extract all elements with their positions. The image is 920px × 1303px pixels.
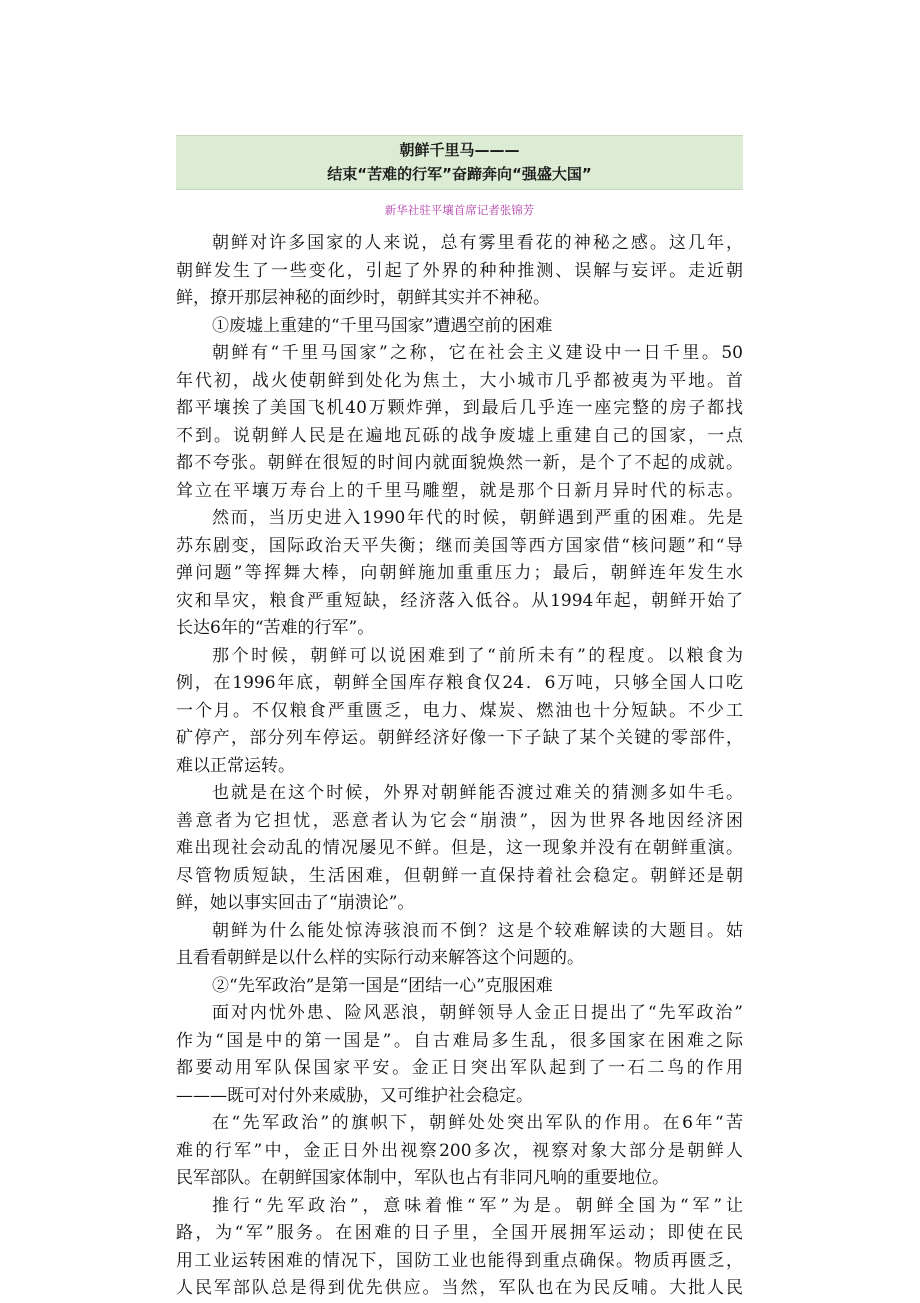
article-line: 面对内忧外患、险风恶浪，朝鲜领导人金正日提出了“先军政治” (212, 1003, 743, 1023)
article-line: 年代初，战火使朝鲜到处化为焦土，大小城市几乎都被夷为平地。首 (176, 370, 743, 391)
article-line: 不到。说朝鲜人民是在遍地瓦砾的战争废墟上重建自己的国家，一点 (176, 425, 743, 446)
article-line: 耸立在平壤万寿台上的千里马雕塑，就是那个日新月异时代的标志。 (176, 480, 743, 501)
article-line: 灾和旱灾，粮食严重短缺，经济落入低谷。从1994年起，朝鲜开始了 (176, 590, 743, 611)
article-line: 都平壤挨了美国飞机40万颗炸弹，到最后几乎连一座完整的房子都找 (176, 398, 743, 418)
article-line: 例，在1996年底，朝鲜全国库存粮食仅24．6万吨，只够全国人口吃 (176, 673, 743, 693)
article-line: 一个月。不仅粮食严重匮乏，电力、煤炭、燃油也十分短缺。不少工 (176, 700, 743, 721)
article-line: 也就是在这个时候，外界对朝鲜能否渡过难关的猜测多如牛毛。 (212, 783, 743, 803)
article-line: 然而，当历史进入1990年代的时候，朝鲜遇到严重的困难。先是 (212, 508, 743, 528)
article-line: 善意者为它担忧，恶意者认为它会“崩溃”，因为世界各地因经济困 (176, 810, 743, 831)
article-line: 朝鲜对许多国家的人来说，总有雾里看花的神秘之感。这几年， (212, 233, 743, 253)
article-line: 朝鲜有“千里马国家”之称，它在社会主义建设中一日千里。50 (212, 343, 743, 363)
article-line: 苏东剧变，国际政治天平失衡；继而美国等西方国家借“核问题”和“导 (176, 535, 743, 556)
article-title: 朝鲜千里马——— (399, 141, 520, 159)
article-line: 鲜，她以事实回击了“崩溃论”。 (176, 893, 415, 913)
article-line: ①废墟上重建的“千里马国家”遭遇空前的困难 (212, 315, 553, 336)
article-line: 朝鲜发生了一些变化，引起了外界的种种推测、误解与妄评。走近朝 (176, 260, 743, 281)
article-line: 难以正常运转。 (176, 755, 295, 776)
article-line: ———既可对付外来威胁，又可维护社会稳定。 (176, 1085, 533, 1106)
article-line: 鲜，撩开那层神秘的面纱时，朝鲜其实并不神秘。 (176, 288, 550, 308)
article-line: 长达6年的“苦难的行军”。 (176, 618, 375, 638)
article-line: 路，为“军”服务。在困难的日子里，全国开展拥军运动；即使在民 (176, 1223, 743, 1243)
article-line: 难出现社会动乱的情况屡见不鲜。但是，这一现象并没有在朝鲜重演。 (176, 838, 743, 858)
article-line: 在“先军政治”的旗帜下，朝鲜处处突出军队的作用。在6年“苦 (212, 1113, 743, 1133)
article-line: 推行“先军政治”，意味着惟“军”为是。朝鲜全国为“军”让 (212, 1195, 743, 1216)
article-line: 民军部队。在朝鲜国家体制中，军队也占有非同凡响的重要地位。 (176, 1168, 669, 1188)
article-line: 弹问题”等挥舞大棒，向朝鲜施加重重压力；最后，朝鲜连年发生水 (176, 563, 743, 583)
article-body (176, 230, 743, 1303)
article-line: 且看看朝鲜是以什么样的实际行动来解答这个问题的。 (176, 948, 584, 968)
article-line: 尽管物质短缺，生活困难，但朝鲜一直保持着社会稳定。朝鲜还是朝 (176, 865, 743, 886)
article-subtitle: 结束“苦难的行军”奋蹄奔向“强盛大国” (327, 165, 592, 183)
article-line: 用工业运转困难的情况下，国防工业也能得到重点确保。物质再匮乏， (176, 1250, 743, 1271)
article-line: 朝鲜为什么能处惊涛骇浪而不倒？这是个较难解读的大题目。姑 (212, 920, 743, 941)
article-title-box (176, 135, 743, 190)
article-line: 那个时候，朝鲜可以说困难到了“前所未有”的程度。以粮食为 (212, 645, 743, 666)
article-line: 作为“国是中的第一国是”。自古难局多生乱，很多国家在困难之际 (176, 1030, 743, 1051)
article-line: 人民军部队总是得到优先供应。当然，军队也在为民反哺。大批人民 (176, 1278, 743, 1298)
article-byline: 新华社驻平壤首席记者张锦芳 (384, 203, 535, 217)
article-line: 都要动用军队保国家平安。金正日突出军队起到了一石二鸟的作用 (176, 1058, 743, 1078)
article-line: 都不夸张。朝鲜在很短的时间内就面貌焕然一新，是个了不起的成就。 (176, 453, 743, 473)
article-line: 难的行军”中，金正日外出视察200多次，视察对象大部分是朝鲜人 (176, 1140, 743, 1161)
article-line: 矿停产，部分列车停运。朝鲜经济好像一下子缺了某个关键的零部件， (176, 728, 743, 748)
article-line: ②“先军政治”是第一国是“团结一心”克服困难 (212, 975, 553, 996)
